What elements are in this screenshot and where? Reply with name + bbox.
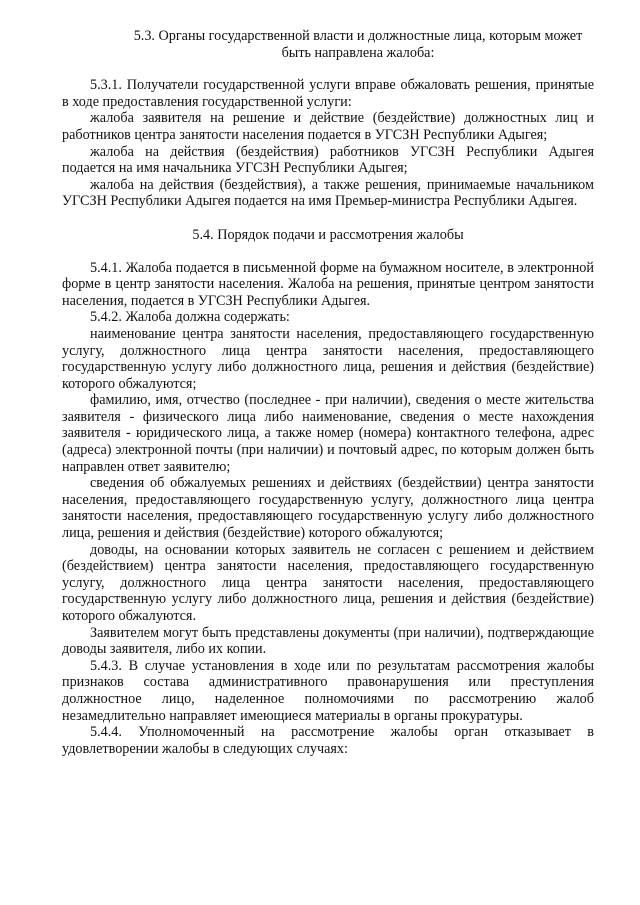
spacer — [62, 210, 594, 227]
document-page — [62, 28, 594, 757]
paragraph: Заявителем могут быть представлены документы (при наличии), подтверждающие доводы заявителя, либо их копии. — [62, 624, 594, 658]
spacer — [62, 61, 594, 77]
paragraph: 5.4.1. Жалоба подается в письменной форме на бумажном носителе, в электронной форме в центр занятости населения. Жалоба на решения, принятые центром занятости населения, подается в УГСЗН Республики Адыгея. — [62, 259, 594, 309]
section-heading-5-3-line2: быть направлена жалоба: — [281, 44, 435, 61]
section-heading-5-3 — [62, 28, 594, 61]
section-body-5-4 — [62, 260, 594, 758]
paragraph: доводы, на основании которых заявитель не согласен с решением и действием (бездействием) центра занятости населения, предоставляющего государственную услугу, должностного лица центра занятости населения, предоставляющего государственную услугу либо должностного лица, решения и действия (бездействие) которого обжалуются. — [62, 541, 594, 624]
paragraph: сведения об обжалуемых решениях и действиях (бездействии) центра занятости населения, предоставляющего государственную услугу, должностного лица центра занятости населения, предоставляющего государственную услугу либо должностного лица, решения и действия (бездействие) которого обжалуются; — [62, 475, 594, 542]
section-heading-5-4: 5.4. Порядок подачи и рассмотрения жалобы — [192, 226, 464, 243]
paragraph: 5.3.1. Получатели государственной услуги вправе обжаловать решения, принятые в ходе предоставления государственной услуги: — [62, 77, 594, 110]
paragraph: жалоба на действия (бездействия) работников УГСЗН Республики Адыгея подается на имя начальника УГСЗН Республики Адыгея; — [62, 143, 594, 177]
paragraph: жалоба на действия (бездействия), а также решения, принимаемые начальником УГСЗН Республики Адыгея подается на имя Премьер-министра Республики Адыгея. — [62, 176, 594, 210]
section-body-5-3 — [62, 77, 594, 210]
paragraph: фамилию, имя, отчество (последнее - при наличии), сведения о месте жительства заявителя - физического лица либо наименование, сведения о месте нахождения заявителя - юридического лица, а также номер (номера) контактного телефона, адрес (адреса) электронной почты (при наличии) и почтовый адрес, по которым должен быть направлен ответ заявителю; — [62, 392, 594, 475]
paragraph: 5.4.4. Уполномоченный на рассмотрение жалобы орган отказывает в удовлетворении жалобы в следующих случаях: — [62, 724, 594, 757]
section-heading-5-3-line1: 5.3. Органы государственной власти и должностные лица, которым может — [133, 28, 583, 44]
paragraph: наименование центра занятости населения, предоставляющего государственную услугу, должностного лица центра занятости населения, предоставляющего государственную услугу либо должностного лица, решения и действия (бездействие) которого обжалуются; — [62, 325, 594, 392]
paragraph: 5.4.3. В случае установления в ходе или по результатам рассмотрения жалобы признаков состава административного правонарушения или преступления должностное лицо, наделенное полномочиями по рассмотрению жалоб незамедлительно направляет имеющиеся материалы в органы прокуратуры. — [62, 657, 594, 724]
paragraph: жалоба заявителя на решение и действие (бездействие) должностных лиц и работников центра занятости населения подается в УГСЗН Республики Адыгея; — [62, 110, 594, 143]
paragraph: 5.4.2. Жалоба должна содержать: — [90, 309, 290, 326]
spacer — [62, 244, 594, 260]
